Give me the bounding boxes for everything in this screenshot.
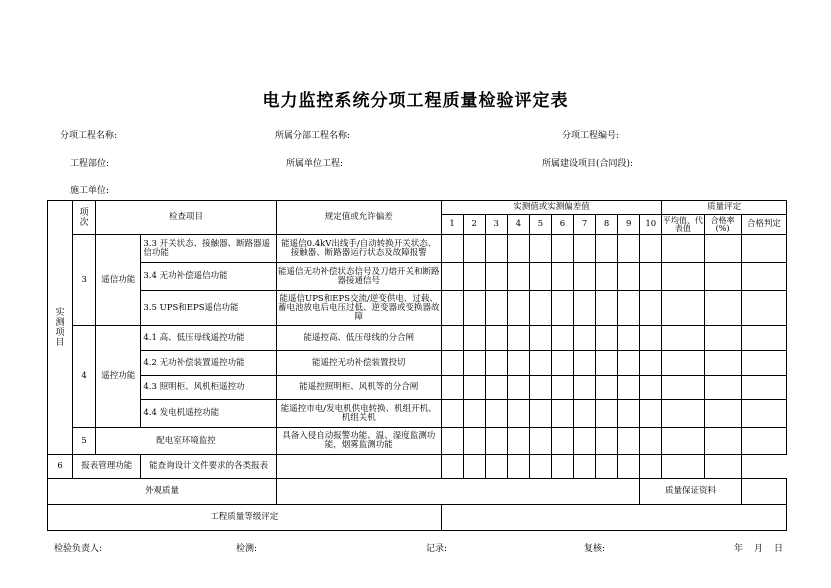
spec-cell: 具备入侵自动报警功能、温、湿度监测功能，烟雾监测功能 bbox=[276, 428, 441, 455]
recorder-label: 记录: bbox=[426, 544, 448, 554]
spec-cell: 能遥控市电/发电机供电转换、机组开机、机组关机 bbox=[276, 400, 441, 428]
check-item: 4.4 发电机遥控功能 bbox=[141, 400, 277, 428]
measure-col-4: 4 bbox=[507, 215, 529, 235]
spec-cell: 能遥控照明柜、风机等的分合闸 bbox=[276, 376, 441, 400]
subproject-number-label: 分项工程编号: bbox=[562, 131, 620, 141]
project-location-label: 工程部位: bbox=[70, 159, 110, 169]
measure-col-9: 9 bbox=[618, 215, 640, 235]
check-item: 4.2 无功补偿装置遥控功能 bbox=[141, 351, 277, 376]
section-label-cell bbox=[48, 201, 73, 455]
item-no: 5 bbox=[73, 428, 96, 455]
header-average: 平均值、代表值 bbox=[662, 215, 703, 233]
measure-col-1: 1 bbox=[441, 215, 463, 235]
group-no: 3 bbox=[73, 235, 96, 326]
check-item: 3.3 开关状态、接触器、断路器遥信功能 bbox=[141, 235, 277, 263]
spec-cell: 能遥信UPS和EPS交流/逆变供电、过载、蓄电池放电后电压过低、逆变器或变换器故障 bbox=[276, 291, 441, 326]
spec-cell: 能查询设计文件要求的各类报表 bbox=[141, 455, 277, 479]
group-name: 遥控功能 bbox=[96, 326, 141, 428]
spec-cell: 能遥控高、低压母线的分合闸 bbox=[276, 326, 441, 351]
check-item: 报表管理功能 bbox=[73, 455, 141, 479]
quality-assurance-label: 质量保证资料 bbox=[640, 479, 741, 505]
form-title: 电力监控系统分项工程质量检验评定表 bbox=[262, 91, 569, 111]
measure-col-2: 2 bbox=[463, 215, 485, 235]
check-item: 3.4 无功补偿遥信功能 bbox=[141, 263, 277, 291]
item-no: 6 bbox=[48, 455, 73, 479]
header-spec: 规定值或允许偏差 bbox=[276, 201, 441, 235]
measure-col-10: 10 bbox=[640, 215, 662, 235]
measure-col-5: 5 bbox=[529, 215, 551, 235]
subproject-name-label: 分项工程名称: bbox=[60, 131, 118, 141]
check-item: 4.3 照明柜、风机柜遥控功 bbox=[141, 376, 277, 400]
inspection-table bbox=[47, 200, 787, 531]
parent-project-name-label: 所属分部工程名称: bbox=[275, 131, 351, 141]
group-name: 遥信功能 bbox=[96, 235, 141, 326]
grade-eval-label: 工程质量等级评定 bbox=[48, 505, 442, 531]
check-item: 配电室环境监控 bbox=[96, 428, 277, 455]
measure-col-6: 6 bbox=[551, 215, 573, 235]
spec-cell: 能遥信无功补偿状态信号及刀熔开关和断路器接通信号 bbox=[276, 263, 441, 291]
tester-label: 检测: bbox=[236, 544, 258, 554]
parent-unit-project-label: 所属单位工程: bbox=[286, 159, 344, 169]
check-item: 4.1 高、低压母线遥控功能 bbox=[141, 326, 277, 351]
header-pass-judge: 合格判定 bbox=[741, 215, 786, 235]
measure-col-8: 8 bbox=[596, 215, 618, 235]
construction-unit-label: 施工单位: bbox=[70, 186, 110, 196]
header-item-no: 项次 bbox=[73, 201, 96, 235]
header-quality: 质量评定 bbox=[662, 201, 787, 215]
check-item: 3.5 UPS和EPS遥信功能 bbox=[141, 291, 277, 326]
header-check-item: 检查项目 bbox=[96, 201, 277, 235]
measure-col-7: 7 bbox=[574, 215, 596, 235]
date-month-label: 月 bbox=[754, 544, 764, 554]
measure-col-3: 3 bbox=[485, 215, 507, 235]
parent-construction-project-label: 所属建设项目(合同段): bbox=[542, 159, 634, 169]
reviewer-label: 复核: bbox=[584, 544, 606, 554]
spec-cell: 能遥控无功补偿装置投切 bbox=[276, 351, 441, 376]
section-label: 实测项目 bbox=[55, 307, 65, 348]
date-year-label: 年 bbox=[734, 544, 744, 554]
date-day-label: 日 bbox=[774, 544, 784, 554]
spec-cell: 能遥信0.4kV出线手/自动转换开关状态、接触器、断路器运行状态及故障报警 bbox=[276, 235, 441, 263]
group-no: 4 bbox=[73, 326, 96, 428]
appearance-quality-label: 外观质量 bbox=[48, 479, 277, 505]
inspector-label: 检验负责人: bbox=[54, 544, 103, 554]
header-pass-rate: 合格率(%) bbox=[704, 215, 741, 235]
header-measured: 实测值或实测偏差值 bbox=[441, 201, 662, 215]
